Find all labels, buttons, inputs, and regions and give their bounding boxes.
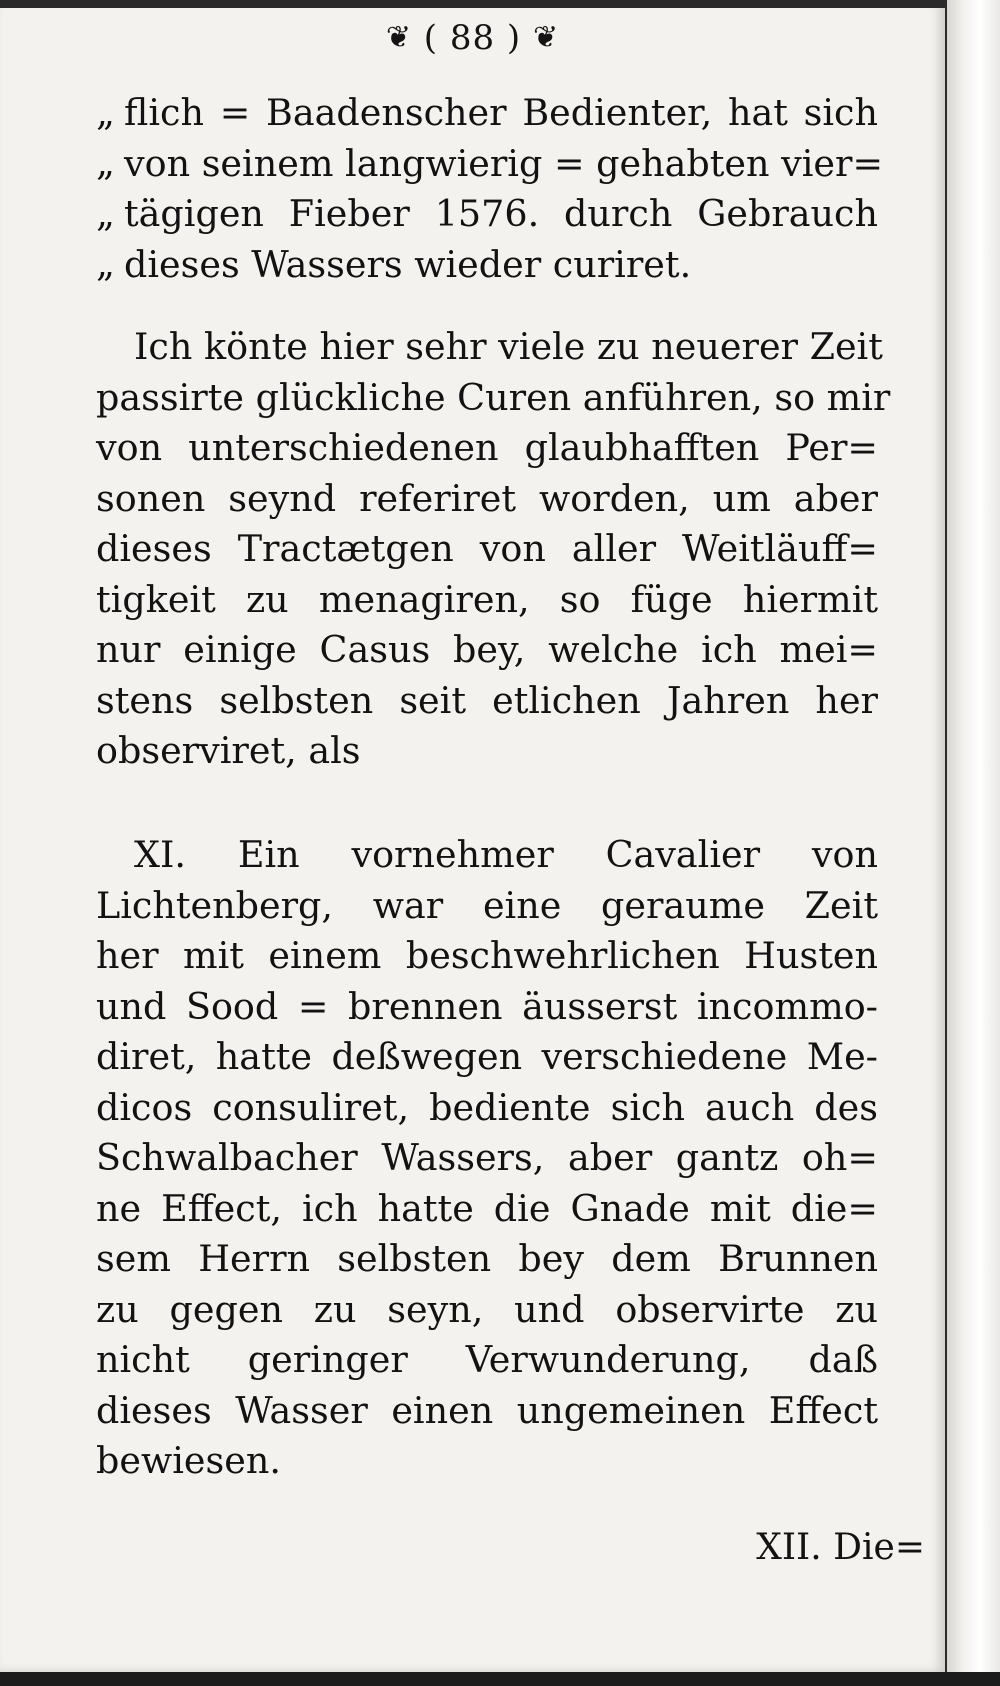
text-line: dieses Wassers wieder curiret. [124, 242, 692, 286]
text-line: her mit einem beschwehrlichen Husten [96, 934, 878, 977]
left-ornament-icon: ❦ [385, 20, 412, 55]
text-line: tigkeit zu menagiren, so füge hiermit [96, 577, 878, 621]
text-line: dieses Wasser einen ungemeinen Effect [96, 1388, 878, 1432]
text-line: und Sood = brennen äusserst incommo- [96, 984, 878, 1028]
text-line: diret, hatte deßwegen verschiedene Me- [96, 1035, 878, 1078]
page-top-edge [0, 0, 1000, 8]
right-ornament-icon: ❦ [533, 20, 560, 55]
quote-mark: „ [96, 242, 115, 285]
adjacent-page-edge [945, 0, 1000, 1686]
paragraph-1 [96, 322, 891, 777]
text-line: sonen seynd referiret worden, um aber [96, 476, 878, 520]
text-line: Schwalbacher Wassers, aber gantz oh= [96, 1136, 878, 1179]
text-line: observiret, als [96, 729, 361, 772]
text-line: Lichtenberg, war eine geraume Zeit [96, 883, 878, 927]
text-line: nicht geringer Verwunderung, daß [96, 1338, 878, 1381]
page-header [0, 18, 945, 58]
quoted-passage [96, 88, 884, 290]
text-line: passirte glückliche Curen anführen, so mir [96, 375, 891, 419]
quote-mark: „ [96, 141, 115, 184]
text-line: flich = Baadenscher Bedienter, hat sich [124, 91, 878, 134]
text-line: von unterschiedenen glaubhafften Per= [96, 426, 878, 469]
page-bottom-edge [0, 1672, 1000, 1686]
page-number: ( 88 ) [423, 18, 522, 58]
text-line: von seinem langwierig = gehabten vier= [124, 141, 884, 185]
catchword: XII. Die= [756, 1527, 925, 1568]
text-line: bewiesen. [96, 1439, 281, 1482]
text-line: dieses Tractætgen von aller Weitläuff= [96, 527, 878, 570]
paragraph-2 [96, 830, 878, 1487]
quote-mark: „ [96, 91, 115, 134]
text-line: XI. Ein vornehmer Cavalier von [134, 833, 878, 876]
text-line: tägigen Fieber 1576. durch Gebrauch [124, 192, 878, 235]
quote-mark: „ [96, 192, 115, 235]
text-line: ne Effect, ich hatte die Gnade mit die= [96, 1186, 878, 1230]
text-line: dicos consuliret, bediente sich auch des [96, 1085, 878, 1129]
text-line: Ich könte hier sehr viele zu neuerer Zeit [134, 325, 883, 368]
text-line: sem Herrn selbsten bey dem Brunnen [96, 1237, 878, 1280]
text-line: zu gegen zu seyn, und observirte zu [96, 1287, 878, 1331]
text-line: nur einige Casus bey, welche ich mei= [96, 628, 878, 671]
text-line: stens selbsten seit etlichen Jahren her [96, 678, 878, 722]
